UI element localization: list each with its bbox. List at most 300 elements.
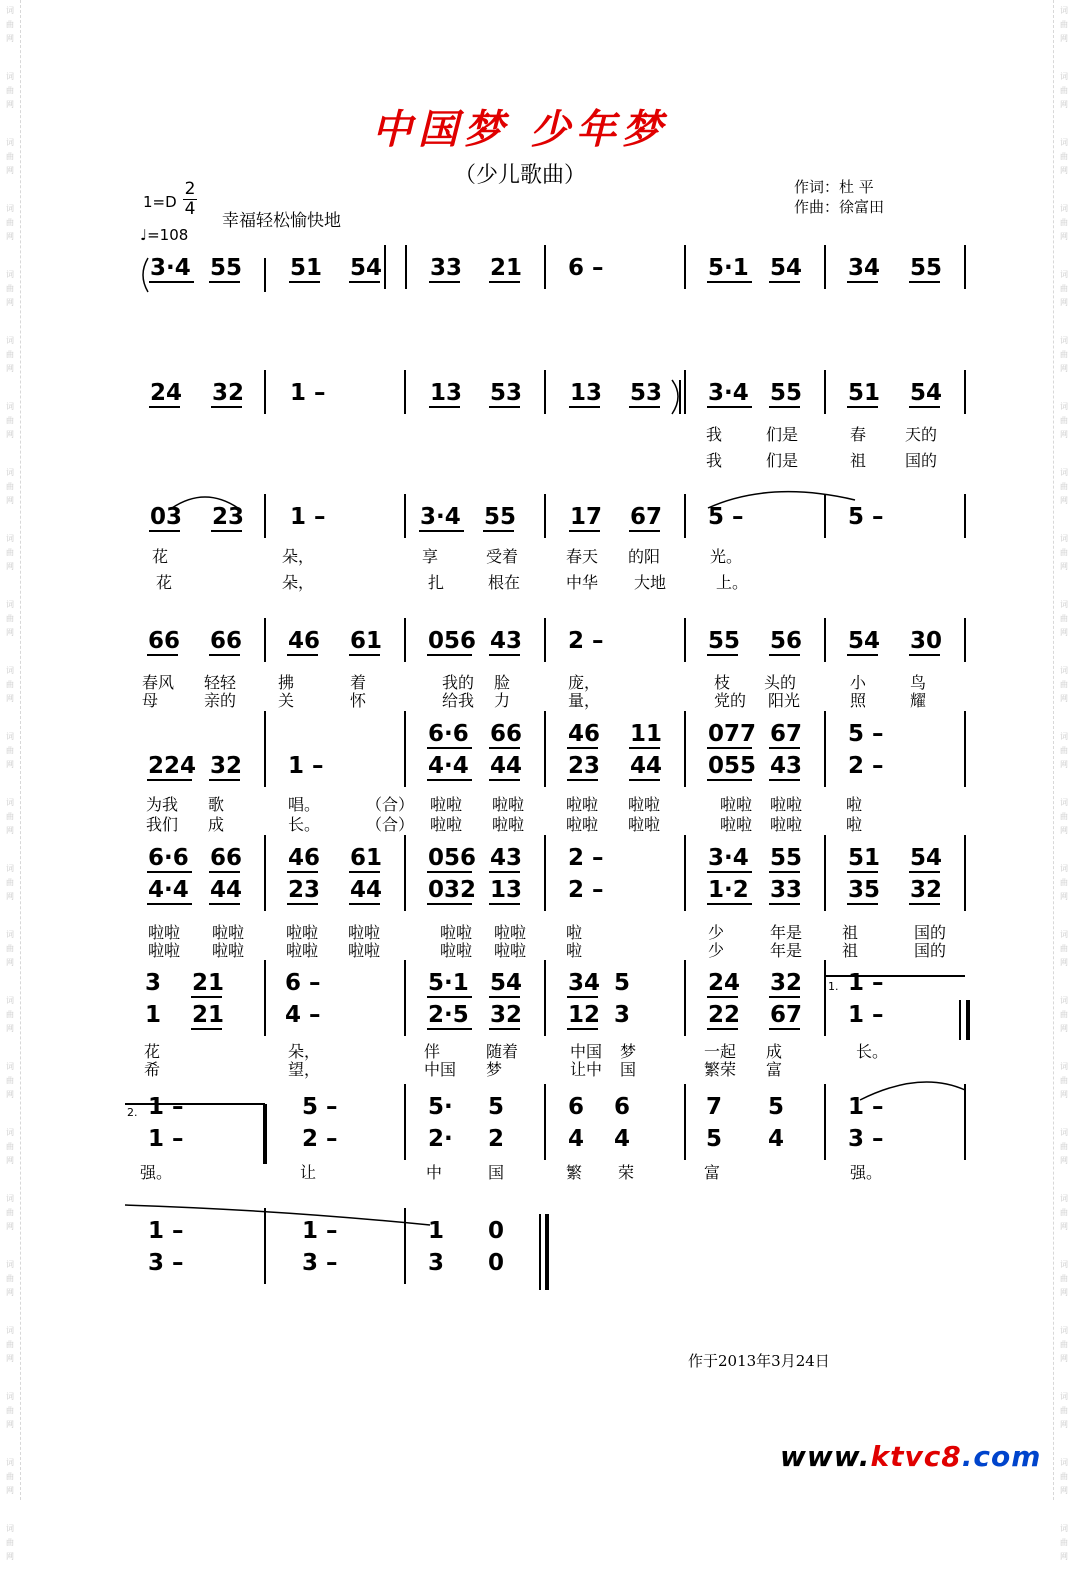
lyric-syllable: 朵， bbox=[282, 573, 315, 592]
melody-note: 1 – bbox=[148, 1126, 184, 1152]
melody-note: 2·5 bbox=[428, 1002, 469, 1028]
lyric-syllable: 为我 bbox=[146, 795, 179, 814]
lyric-syllable: 阳光 bbox=[768, 691, 801, 710]
lyric-syllable: 们是 bbox=[766, 451, 799, 470]
lyric-syllable: 啦啦 bbox=[148, 923, 181, 942]
watermark-mark: 词 曲 网 bbox=[1060, 1524, 1068, 1561]
melody-note: 3·4 bbox=[150, 255, 191, 281]
first-ending-label: 1. bbox=[828, 980, 839, 993]
melody-note: 3 – bbox=[302, 1250, 338, 1276]
melody-note: 55 bbox=[770, 380, 803, 406]
lyric-syllable: 成 bbox=[766, 1042, 783, 1061]
upper-voice-note: 3·4 bbox=[708, 845, 749, 871]
watermark-mark: 词 曲 网 bbox=[1060, 1260, 1068, 1297]
watermark-mark: 词 曲 网 bbox=[1060, 1194, 1068, 1231]
watermark-mark: 词 曲 网 bbox=[1060, 732, 1068, 769]
lyric-syllable: 母 bbox=[142, 691, 159, 710]
melody-note: 30 bbox=[910, 628, 943, 654]
melody-note: 24 bbox=[150, 380, 183, 406]
lyric-syllable: 随着 bbox=[486, 1042, 519, 1061]
melody-note: 55 bbox=[708, 628, 741, 654]
upper-voice-note: 21 bbox=[192, 970, 225, 996]
site-logo-name: ktvc8 bbox=[870, 1440, 962, 1473]
lyric-syllable: 啦 bbox=[566, 941, 583, 960]
site-logo-suffix: .com bbox=[961, 1440, 1042, 1473]
melody-note: 4 bbox=[614, 1126, 631, 1152]
upper-voice-note: 34 bbox=[568, 970, 601, 996]
lyric-syllable: 富 bbox=[766, 1060, 783, 1079]
melody-note: 2 bbox=[488, 1126, 505, 1152]
lyric-syllable: 长。 bbox=[856, 1042, 889, 1061]
upper-voice-note: 51 bbox=[848, 845, 881, 871]
watermark-mark: 词 曲 网 bbox=[1060, 468, 1068, 505]
watermark-mark: 词 曲 网 bbox=[6, 468, 14, 505]
melody-note: 66 bbox=[148, 628, 181, 654]
site-logo bbox=[780, 1440, 1041, 1473]
lyric-syllable: 国的 bbox=[914, 941, 947, 960]
lyric-syllable: 庞， bbox=[568, 673, 601, 692]
melody-note: 44 bbox=[490, 753, 523, 779]
upper-voice-note: 3 bbox=[145, 970, 162, 996]
lyric-syllable: 耀 bbox=[910, 691, 927, 710]
melody-note: 61 bbox=[350, 628, 383, 654]
lyric-syllable: 强。 bbox=[140, 1163, 173, 1182]
lyric-syllable: 啦啦 bbox=[286, 923, 319, 942]
repeat-end-bracket bbox=[672, 380, 678, 414]
melody-note: 23 bbox=[568, 753, 601, 779]
watermark-mark: 词 曲 网 bbox=[1060, 1458, 1068, 1495]
melody-note: 34 bbox=[848, 255, 881, 281]
lyric-syllable: 啦啦 bbox=[440, 923, 473, 942]
watermark-mark: 词 曲 网 bbox=[1060, 204, 1068, 241]
watermark-mark: 词 曲 网 bbox=[6, 1128, 14, 1165]
lyric-syllable: 荣 bbox=[618, 1163, 635, 1182]
watermark-mark: 词 曲 网 bbox=[6, 864, 14, 901]
melody-note: 44 bbox=[210, 877, 243, 903]
upper-voice-note: 6 bbox=[568, 1094, 585, 1120]
lyric-syllable: 啦啦 bbox=[440, 941, 473, 960]
melody-note: 055 bbox=[708, 753, 757, 779]
melody-note: 6 – bbox=[568, 255, 604, 281]
watermark-mark: 词 曲 网 bbox=[1060, 270, 1068, 307]
melody-note: 54 bbox=[350, 255, 383, 281]
upper-voice-note: 077 bbox=[708, 721, 757, 747]
lyric-syllable: 啦啦 bbox=[286, 941, 319, 960]
lyric-syllable: 祖 bbox=[842, 941, 859, 960]
lyric-syllable: 中华 bbox=[566, 573, 599, 592]
lyric-syllable: 啦啦 bbox=[628, 815, 661, 834]
upper-voice-note: 7 bbox=[706, 1094, 723, 1120]
upper-voice-note: 5 bbox=[488, 1094, 505, 1120]
lyric-syllable: 天的 bbox=[905, 425, 938, 444]
lyric-syllable: 党的 bbox=[714, 691, 747, 710]
melody-note: 51 bbox=[290, 255, 323, 281]
melody-note: 23 bbox=[288, 877, 321, 903]
lyric-syllable: 枝 bbox=[714, 673, 731, 692]
upper-voice-note: 55 bbox=[770, 845, 803, 871]
melody-note: 21 bbox=[490, 255, 523, 281]
lyric-syllable: 啦啦 bbox=[348, 923, 381, 942]
watermark-mark: 词 曲 网 bbox=[1060, 1128, 1068, 1165]
watermark-mark: 词 曲 网 bbox=[1060, 930, 1068, 967]
watermark-mark: 词 曲 网 bbox=[1060, 138, 1068, 175]
lyric-syllable: 春风 bbox=[142, 673, 175, 692]
lyric-syllable: 国的 bbox=[914, 923, 947, 942]
watermark-mark: 词 曲 网 bbox=[1060, 1326, 1068, 1363]
melody-note: 1 bbox=[145, 1002, 162, 1028]
melody-note: 44 bbox=[350, 877, 383, 903]
melody-note: 21 bbox=[192, 1002, 225, 1028]
upper-voice-note: 6 bbox=[614, 1094, 631, 1120]
lyric-syllable: 脸 bbox=[494, 673, 511, 692]
upper-voice-note: 6·6 bbox=[428, 721, 469, 747]
lyric-syllable: 力 bbox=[494, 691, 511, 710]
tempo-value: =108 bbox=[147, 226, 189, 244]
lyric-syllable: 朵， bbox=[282, 547, 315, 566]
melody-note: 2 – bbox=[568, 628, 604, 654]
melody-note: 32 bbox=[210, 753, 243, 779]
lyric-syllable: 年是 bbox=[770, 923, 803, 942]
lyric-syllable: 啦啦 bbox=[492, 815, 525, 834]
lyric-syllable: 啦啦 bbox=[770, 815, 803, 834]
lyric-syllable: 啦啦 bbox=[148, 941, 181, 960]
lyric-syllable: 歌 bbox=[208, 795, 225, 814]
watermark-mark: 词 曲 网 bbox=[6, 270, 14, 307]
watermark-mark: 词 曲 网 bbox=[1060, 1062, 1068, 1099]
lyric-syllable: 啦 bbox=[566, 923, 583, 942]
melody-note: 4 bbox=[568, 1126, 585, 1152]
upper-voice-note: 1 – bbox=[848, 1094, 884, 1120]
lyric-syllable: 啦啦 bbox=[566, 815, 599, 834]
watermark-mark: 词 曲 网 bbox=[6, 1458, 14, 1495]
upper-voice-note: 5 – bbox=[302, 1094, 338, 1120]
upper-voice-note: 1 – bbox=[302, 1218, 338, 1244]
lyric-syllable: 怀 bbox=[350, 691, 367, 710]
watermark-mark: 词 曲 网 bbox=[1060, 336, 1068, 373]
lyric-syllable: 啦啦 bbox=[348, 941, 381, 960]
composer-credit: 作曲：徐富田 bbox=[794, 198, 885, 216]
melody-note: 13 bbox=[570, 380, 603, 406]
watermark-mark: 词 曲 网 bbox=[1060, 1392, 1068, 1429]
lyric-syllable: 繁荣 bbox=[704, 1060, 737, 1079]
lyric-syllable: 给我 bbox=[442, 691, 475, 710]
melody-note: 032 bbox=[428, 877, 477, 903]
lyric-syllable: 花 bbox=[144, 1042, 161, 1061]
lyric-syllable: 强。 bbox=[850, 1163, 883, 1182]
watermark-mark: 词 曲 网 bbox=[6, 204, 14, 241]
watermark-mark: 词 曲 网 bbox=[6, 732, 14, 769]
lyric-syllable: （合） bbox=[366, 795, 415, 814]
upper-voice-note: 6 – bbox=[285, 970, 321, 996]
watermark-mark: 词 曲 网 bbox=[6, 996, 14, 1033]
melody-note: 55 bbox=[210, 255, 243, 281]
melody-note: 4 bbox=[768, 1126, 785, 1152]
watermark-mark: 词 曲 网 bbox=[1060, 72, 1068, 109]
lyric-syllable: 希 bbox=[144, 1060, 161, 1079]
watermark-mark: 词 曲 网 bbox=[6, 138, 14, 175]
watermark-mark: 词 曲 网 bbox=[1060, 402, 1068, 439]
lyric-syllable: 唱。 bbox=[288, 795, 321, 814]
lyric-syllable: 上。 bbox=[716, 573, 749, 592]
melody-note: 5 – bbox=[708, 504, 744, 530]
melody-note: 5·1 bbox=[708, 255, 749, 281]
watermark-mark: 词 曲 网 bbox=[6, 1524, 14, 1561]
melody-note: 32 bbox=[910, 877, 943, 903]
melody-note: 4·4 bbox=[428, 753, 469, 779]
upper-voice-note: 46 bbox=[568, 721, 601, 747]
melody-note: 53 bbox=[630, 380, 663, 406]
upper-voice-note: 5 bbox=[768, 1094, 785, 1120]
site-logo-prefix: www. bbox=[780, 1440, 871, 1473]
lyric-syllable: 扎 bbox=[428, 573, 445, 592]
watermark-mark: 词 曲 网 bbox=[6, 402, 14, 439]
melody-note: 3 bbox=[428, 1250, 445, 1276]
lyric-syllable: 轻轻 bbox=[204, 673, 237, 692]
lyric-syllable: 祖 bbox=[842, 923, 859, 942]
upper-voice-note: 61 bbox=[350, 845, 383, 871]
lyric-syllable: （合） bbox=[366, 815, 415, 834]
watermark-mark: 词 曲 网 bbox=[1060, 6, 1068, 43]
melody-note: 3 – bbox=[848, 1126, 884, 1152]
upper-voice-note: 66 bbox=[490, 721, 523, 747]
watermark-mark: 词 曲 网 bbox=[6, 930, 14, 967]
lyric-syllable: 的阳 bbox=[628, 547, 661, 566]
upper-voice-note: 1 bbox=[428, 1218, 445, 1244]
melody-note: 44 bbox=[630, 753, 663, 779]
watermark-mark: 词 曲 网 bbox=[1060, 600, 1068, 637]
melody-note: 1 – bbox=[848, 1002, 884, 1028]
lyric-syllable: 啦啦 bbox=[212, 923, 245, 942]
lyric-syllable: 啦啦 bbox=[770, 795, 803, 814]
lyric-syllable: 小 bbox=[850, 673, 867, 692]
watermark-mark: 词 曲 网 bbox=[6, 534, 14, 571]
lyric-syllable: 我 bbox=[706, 451, 723, 470]
lyric-syllable: 年是 bbox=[770, 941, 803, 960]
watermark-mark: 词 曲 网 bbox=[1060, 666, 1068, 703]
melody-note: 1 – bbox=[288, 753, 324, 779]
melody-note: 4 – bbox=[285, 1002, 321, 1028]
melody-note: 4·4 bbox=[148, 877, 189, 903]
repeat-start-bracket bbox=[143, 258, 148, 292]
lyric-syllable: 朵， bbox=[288, 1042, 321, 1061]
watermark-mark: 词 曲 网 bbox=[6, 72, 14, 109]
lyric-syllable: 啦啦 bbox=[566, 795, 599, 814]
upper-voice-note: 24 bbox=[708, 970, 741, 996]
melody-note: 67 bbox=[630, 504, 663, 530]
melody-note: 22 bbox=[708, 1002, 741, 1028]
lyric-syllable: 鸟 bbox=[910, 673, 927, 692]
melody-note: 3·4 bbox=[420, 504, 461, 530]
lyric-syllable: 让 bbox=[300, 1163, 317, 1182]
watermark-mark: 词 曲 网 bbox=[6, 1062, 14, 1099]
melody-note: 54 bbox=[848, 628, 881, 654]
lyric-syllable: 繁 bbox=[566, 1163, 583, 1182]
melody-note: 224 bbox=[148, 753, 197, 779]
lyric-syllable: 头的 bbox=[764, 673, 797, 692]
watermark-mark: 词 曲 网 bbox=[6, 6, 14, 43]
watermark-mark: 词 曲 网 bbox=[6, 1194, 14, 1231]
melody-note: 32 bbox=[212, 380, 245, 406]
upper-voice-note: 32 bbox=[770, 970, 803, 996]
upper-voice-note: 66 bbox=[210, 845, 243, 871]
expression-marking: 幸福轻松愉快地 bbox=[222, 211, 341, 231]
lyric-syllable: 亲的 bbox=[204, 691, 237, 710]
melody-note: 0 bbox=[488, 1250, 505, 1276]
lyric-syllable: 啦啦 bbox=[430, 795, 463, 814]
upper-voice-note: 67 bbox=[770, 721, 803, 747]
melody-note: 3 bbox=[614, 1002, 631, 1028]
upper-voice-note: 54 bbox=[910, 845, 943, 871]
lyric-syllable: 梦 bbox=[486, 1060, 503, 1079]
melody-note: 43 bbox=[770, 753, 803, 779]
watermark-mark: 词 曲 网 bbox=[1060, 534, 1068, 571]
lyric-syllable: 光。 bbox=[710, 547, 743, 566]
melody-note: 2 – bbox=[848, 753, 884, 779]
lyric-syllable: 成 bbox=[208, 815, 225, 834]
lyric-syllable: 啦 bbox=[846, 815, 863, 834]
lyric-syllable: 春 bbox=[850, 425, 867, 444]
watermark-mark: 词 曲 网 bbox=[1060, 864, 1068, 901]
lyric-syllable: 中 bbox=[426, 1163, 443, 1182]
lyric-syllable: 啦啦 bbox=[492, 795, 525, 814]
watermark-mark: 词 曲 网 bbox=[6, 1392, 14, 1429]
lyric-syllable: 啦 bbox=[846, 795, 863, 814]
song-subtitle: （少儿歌曲） bbox=[453, 163, 586, 188]
upper-voice-note: 1 – bbox=[848, 970, 884, 996]
upper-voice-note: 11 bbox=[630, 721, 663, 747]
lyric-syllable: 照 bbox=[850, 691, 867, 710]
lyric-syllable: 啦啦 bbox=[494, 941, 527, 960]
lyric-syllable: 享 bbox=[422, 547, 439, 566]
upper-voice-note: 6·6 bbox=[148, 845, 189, 871]
watermark-mark: 词 曲 网 bbox=[1060, 996, 1068, 1033]
lyric-syllable: 花 bbox=[152, 547, 169, 566]
melody-note: 23 bbox=[212, 504, 245, 530]
lyric-syllable: 少 bbox=[708, 923, 725, 942]
lyric-syllable: 一起 bbox=[704, 1042, 737, 1061]
quarter-note-icon: ♩ bbox=[140, 226, 148, 244]
lyric-syllable: 国 bbox=[488, 1163, 505, 1182]
lyric-syllable: 啦啦 bbox=[494, 923, 527, 942]
melody-note: 54 bbox=[910, 380, 943, 406]
lyric-syllable: 伴 bbox=[424, 1042, 441, 1061]
melody-note: 33 bbox=[770, 877, 803, 903]
lyric-syllable: 啦啦 bbox=[628, 795, 661, 814]
lyric-syllable: 我 bbox=[706, 425, 723, 444]
lyric-syllable: 大地 bbox=[634, 573, 667, 592]
upper-voice-note: 5·1 bbox=[428, 970, 469, 996]
lyric-syllable: 中国 bbox=[570, 1042, 603, 1061]
melody-note: 43 bbox=[490, 628, 523, 654]
watermark-mark: 词 曲 网 bbox=[6, 1326, 14, 1363]
melody-note: 55 bbox=[484, 504, 517, 530]
composition-date: 作于2013年3月24日 bbox=[688, 1352, 830, 1370]
melody-note: 33 bbox=[430, 255, 463, 281]
watermark-mark: 词 曲 网 bbox=[6, 798, 14, 835]
lyric-syllable: 我们 bbox=[146, 815, 179, 834]
melody-note: 2 – bbox=[302, 1126, 338, 1152]
lyric-syllable: 拂 bbox=[278, 673, 295, 692]
melody-note: 3 – bbox=[148, 1250, 184, 1276]
watermark-mark: 词 曲 网 bbox=[6, 1260, 14, 1297]
melody-note: 17 bbox=[570, 504, 603, 530]
melody-note: 53 bbox=[490, 380, 523, 406]
melody-note: 66 bbox=[210, 628, 243, 654]
watermark-mark: 词 曲 网 bbox=[6, 666, 14, 703]
lyric-syllable: 长。 bbox=[288, 815, 321, 834]
lyric-syllable: 受着 bbox=[486, 547, 519, 566]
melody-note: 56 bbox=[770, 628, 803, 654]
melody-note: 51 bbox=[848, 380, 881, 406]
lyric-syllable: 春天 bbox=[566, 547, 599, 566]
melody-note: 46 bbox=[288, 628, 321, 654]
lyric-syllable: 们是 bbox=[766, 425, 799, 444]
lyric-syllable: 啦啦 bbox=[720, 815, 753, 834]
lyric-syllable: 让中 bbox=[570, 1060, 603, 1079]
lyric-syllable: 少 bbox=[708, 941, 725, 960]
upper-voice-note: 46 bbox=[288, 845, 321, 871]
melody-note: 35 bbox=[848, 877, 881, 903]
melody-note: 5 – bbox=[848, 504, 884, 530]
lyric-syllable: 中国 bbox=[424, 1060, 457, 1079]
melody-note: 55 bbox=[910, 255, 943, 281]
upper-voice-note: 056 bbox=[428, 845, 477, 871]
watermark-mark: 词 曲 网 bbox=[1060, 798, 1068, 835]
melody-note: 03 bbox=[150, 504, 183, 530]
lyric-syllable: 量， bbox=[568, 691, 601, 710]
melody-note: 67 bbox=[770, 1002, 803, 1028]
melody-note: 3·4 bbox=[708, 380, 749, 406]
lyric-syllable: 国的 bbox=[905, 451, 938, 470]
melody-note: 5 bbox=[706, 1126, 723, 1152]
melody-note: 32 bbox=[490, 1002, 523, 1028]
lyric-syllable: 国 bbox=[620, 1060, 637, 1079]
melody-note: 2· bbox=[428, 1126, 453, 1152]
meter-bottom: 4 bbox=[184, 199, 196, 219]
lyric-syllable: 着 bbox=[350, 673, 367, 692]
melody-note: 2 – bbox=[568, 877, 604, 903]
key-signature: 1=D bbox=[143, 193, 177, 211]
upper-voice-note: 0 bbox=[488, 1218, 505, 1244]
second-ending-label: 2. bbox=[127, 1106, 138, 1119]
upper-voice-note: 5· bbox=[428, 1094, 453, 1120]
lyric-syllable: 啦啦 bbox=[720, 795, 753, 814]
lyric-syllable: 根在 bbox=[488, 573, 521, 592]
song-title: 中国梦 少年梦 bbox=[372, 106, 668, 153]
lyric-syllable: 祖 bbox=[850, 451, 867, 470]
melody-note: 056 bbox=[428, 628, 477, 654]
upper-voice-note: 2 – bbox=[568, 845, 604, 871]
lyricist-credit: 作词：杜 平 bbox=[794, 178, 874, 196]
lyric-syllable: 关 bbox=[278, 691, 295, 710]
upper-voice-note: 1 – bbox=[148, 1218, 184, 1244]
watermark-mark: 词 曲 网 bbox=[6, 600, 14, 637]
melody-note: 13 bbox=[430, 380, 463, 406]
upper-voice-note: 5 – bbox=[848, 721, 884, 747]
upper-voice-note: 54 bbox=[490, 970, 523, 996]
meter-top: 2 bbox=[184, 179, 196, 199]
melody-note: 1·2 bbox=[708, 877, 749, 903]
melody-note: 1 – bbox=[290, 380, 326, 406]
melody-note: 12 bbox=[568, 1002, 601, 1028]
lyric-syllable: 我的 bbox=[442, 673, 475, 692]
upper-voice-note: 1 – bbox=[148, 1094, 184, 1120]
upper-voice-note: 43 bbox=[490, 845, 523, 871]
melody-note: 13 bbox=[490, 877, 523, 903]
lyric-syllable: 啦啦 bbox=[430, 815, 463, 834]
lyric-syllable: 富 bbox=[704, 1163, 721, 1182]
melody-note: 1 – bbox=[290, 504, 326, 530]
